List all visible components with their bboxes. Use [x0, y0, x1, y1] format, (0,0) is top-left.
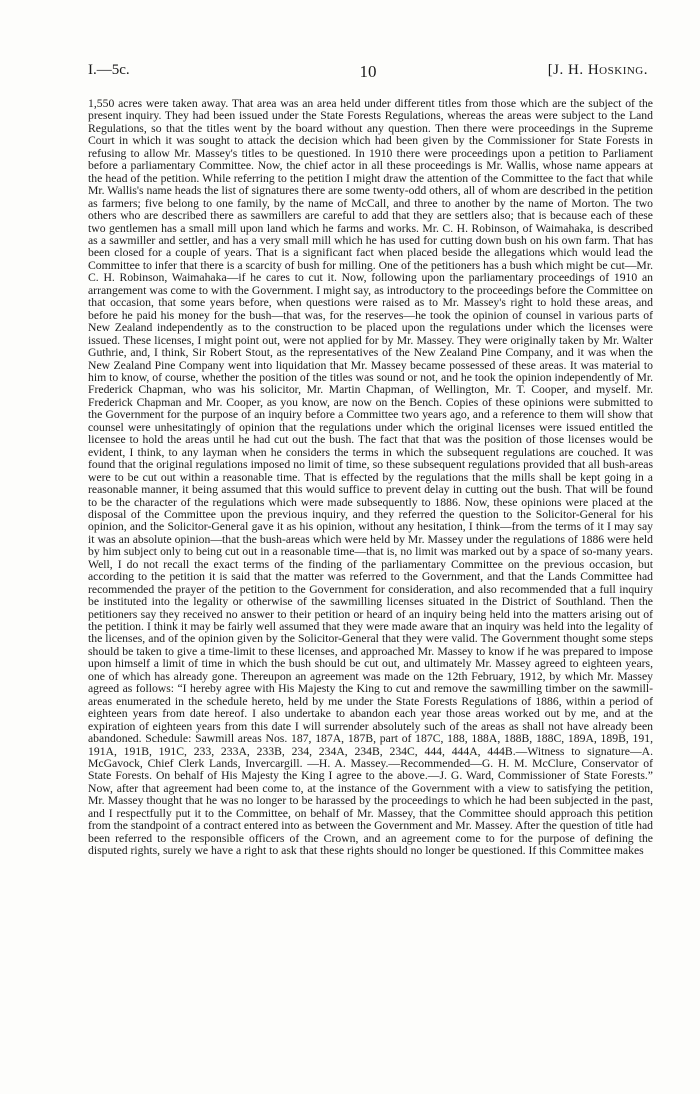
page-number: 10	[359, 62, 377, 81]
speaker-name: [J. H. Hosking.	[547, 62, 648, 78]
running-header	[88, 62, 648, 82]
body-paragraph: 1,550 acres were taken away. That area was an area held under different titles from those which are the subject of the present inquiry. They had been issued under the State Forests Regulations, whereas the areas were subject to the Land Regulations, so that the titles went by the board without any question. Then there were proceedings in the Supreme Court in which it was sought to attack the decision which had been given by the Commissioner for State Forests in refusing to allow Mr. Massey's titles to be questioned. In 1910 there were proceedings upon a petition to Parliament before a parliamentary Committee. Now, the chief actor in all these proceedings is Mr. Wallis, whose name appears at the head of the petition. While referring to the petition I might draw the attention of the Committee to the fact that while Mr. Wallis's name heads the list of signatures there are some twenty-odd others, all of whom are described in the petition as farmers; five belong to one family, by the name of McCall, and three to another by the name of Morton. The two others who are described there as sawmillers are careful to add that they are settlers also; that is because each of these two gentlemen has a small mill upon land which he farms and works. Mr. C. H. Robinson, of Waimahaka, is described as a sawmiller and settler, and has a very small mill which he has used for cutting down bush on his own farm. That has been closed for a couple of years. That is a significant fact when placed beside the allegations which would lead the Committee to infer that there is a scarcity of bush for milling. One of the petitioners has a bush which might be cut—Mr. C. H. Robinson, Waimahaka—if he cares to cut it. Now, following upon the parliamentary proceedings of 1910 an arrangement was come to with the Government. I might say, as introductory to the proceedings before the Committee on that occasion, that some years before, when questions were raised as to Mr. Massey's right to hold these areas, and before he paid his money for the bush—that was, for the reserves—he took the opinion of counsel in various parts of New Zealand independently as to the construction to be placed upon the regulations under which the licenses were issued. These licenses, I might point out, were not applied for by Mr. Massey. They were originally taken by Mr. Walter Guthrie, and, I think, Sir Robert Stout, as the representatives of the New Zealand Pine Company, and it was when the New Zealand Pine Company went into liquidation that Mr. Massey became possessed of these areas. It was material to him to know, of course, whether the position of the titles was sound or not, and he took the opinion independently of Mr. Frederick Chapman, who was his solicitor, Mr. Martin Chapman, of Wellington, Mr. T. Cooper, and myself. Mr. Frederick Chapman and Mr. Cooper, as you know, are now on the Bench. Copies of these opinions were submitted to the Government for the purpose of an inquiry before a Committee two years ago, and a reference to them will show that counsel were unhesitatingly of opinion that the regulations under which the original licenses were issued entitled the licensee to hold the areas until he had cut out the bush. The fact that that was the position of those licenses would be evident, I think, to any layman when he considers the terms in which the subsequent regulations are couched. It was found that the original regulations imposed no limit of time, so these subsequent regulations provided that all bush-areas were to be cut out within a reasonable time. That is effected by the regulations that the mills shall be kept going in a reasonable manner, it being assumed that this would suffice to prevent delay in cutting out the bush. That will be found to be the character of the regulations which were made subsequently to 1886. Now, these opinions were placed at the disposal of the Committee upon the previous inquiry, and they referred the question to the Solicitor-General for his opinion, and the Solicitor-General gave it as his opinion, without any hesitation, I think—from the terms of it I may say it was an absolute opinion—that the bush-areas which were held by Mr. Massey under the regulations of 1886 were held by him subject only to being cut out in a reasonable time—that is, no limit was marked out by a space of so-many years. Well, I do not recall the exact terms of the finding of the parliamentary Committee on the previous occasion, but according to the petition it is said that the matter was referred to the Government, and that the Lands Committee had recommended the prayer of the petition to the Government for consideration, and also recommended that a full inquiry be instituted into the legality or otherwise of the sawmilling licenses situated in the District of Southland. Then the petitioners say they received no answer to their petition or heard of an inquiry being held into the matters arising out of the petition. I think it may be fairly well assumed that they were made aware that an inquiry was held into the legality of the licenses, and of the opinion given by the Solicitor-General that they were valid. The Government thought some steps should be taken to give a time-limit to these licenses, and approached Mr. Massey to know if he was prepared to impose upon himself a limit of time in which the bush should be cut out, and ultimately Mr. Massey agreed to eighteen years, one of which has already gone. Thereupon an agreement was made on the 12th February, 1912, by which Mr. Massey agreed as follows: “I hereby agree with His Majesty the King to cut and remove the sawmilling timber on the sawmill-areas enumerated in the schedule hereto, held by me under the State Forests Regulations of 1886, within a period of eighteen years from date hereof. I also undertake to abandon each year those areas worked out by me, and at the expiration of eighteen years from this date I will surrender absolutely such of the areas as shall not have already been abandoned. Schedule: Sawmill areas Nos. 187, 187A, 187B, part of 187C, 188, 188A, 188B, 188C, 189A, 189B, 191, 191A, 191B, 191C, 233, 233A, 233B, 234, 234A, 234B, 234C, 444, 444A, 444B.—Witness to signature—A. McGavock, Chief Clerk Lands, Invercargill. —H. A. Massey.—Recommended—G. H. M. McClure, Conservator of State Forests. On behalf of His Majesty the King I agree to the above.—J. G. Ward, Commissioner of State Forests.” Now, after that agreement had been come to, at the instance of the Government with a view to satisfying the petition, Mr. Massey thought that he was no longer to be harassed by the proceedings to which he had been subjected in the past, and I respectfully put it to the Committee, on behalf of Mr. Massey, that the Committee should approach this petition from the standpoint of a contract entered into as between the Government and Mr. Massey. After the question of title had been referred to the responsible officers of the Crown, and an agreement come to for the purpose of defining the disputed rights, surely we have a right to ask that these rights should no longer be questioned. If this Committee makes	[88, 97, 653, 858]
parliamentary-paper-reference: I.—5c.	[88, 62, 130, 78]
